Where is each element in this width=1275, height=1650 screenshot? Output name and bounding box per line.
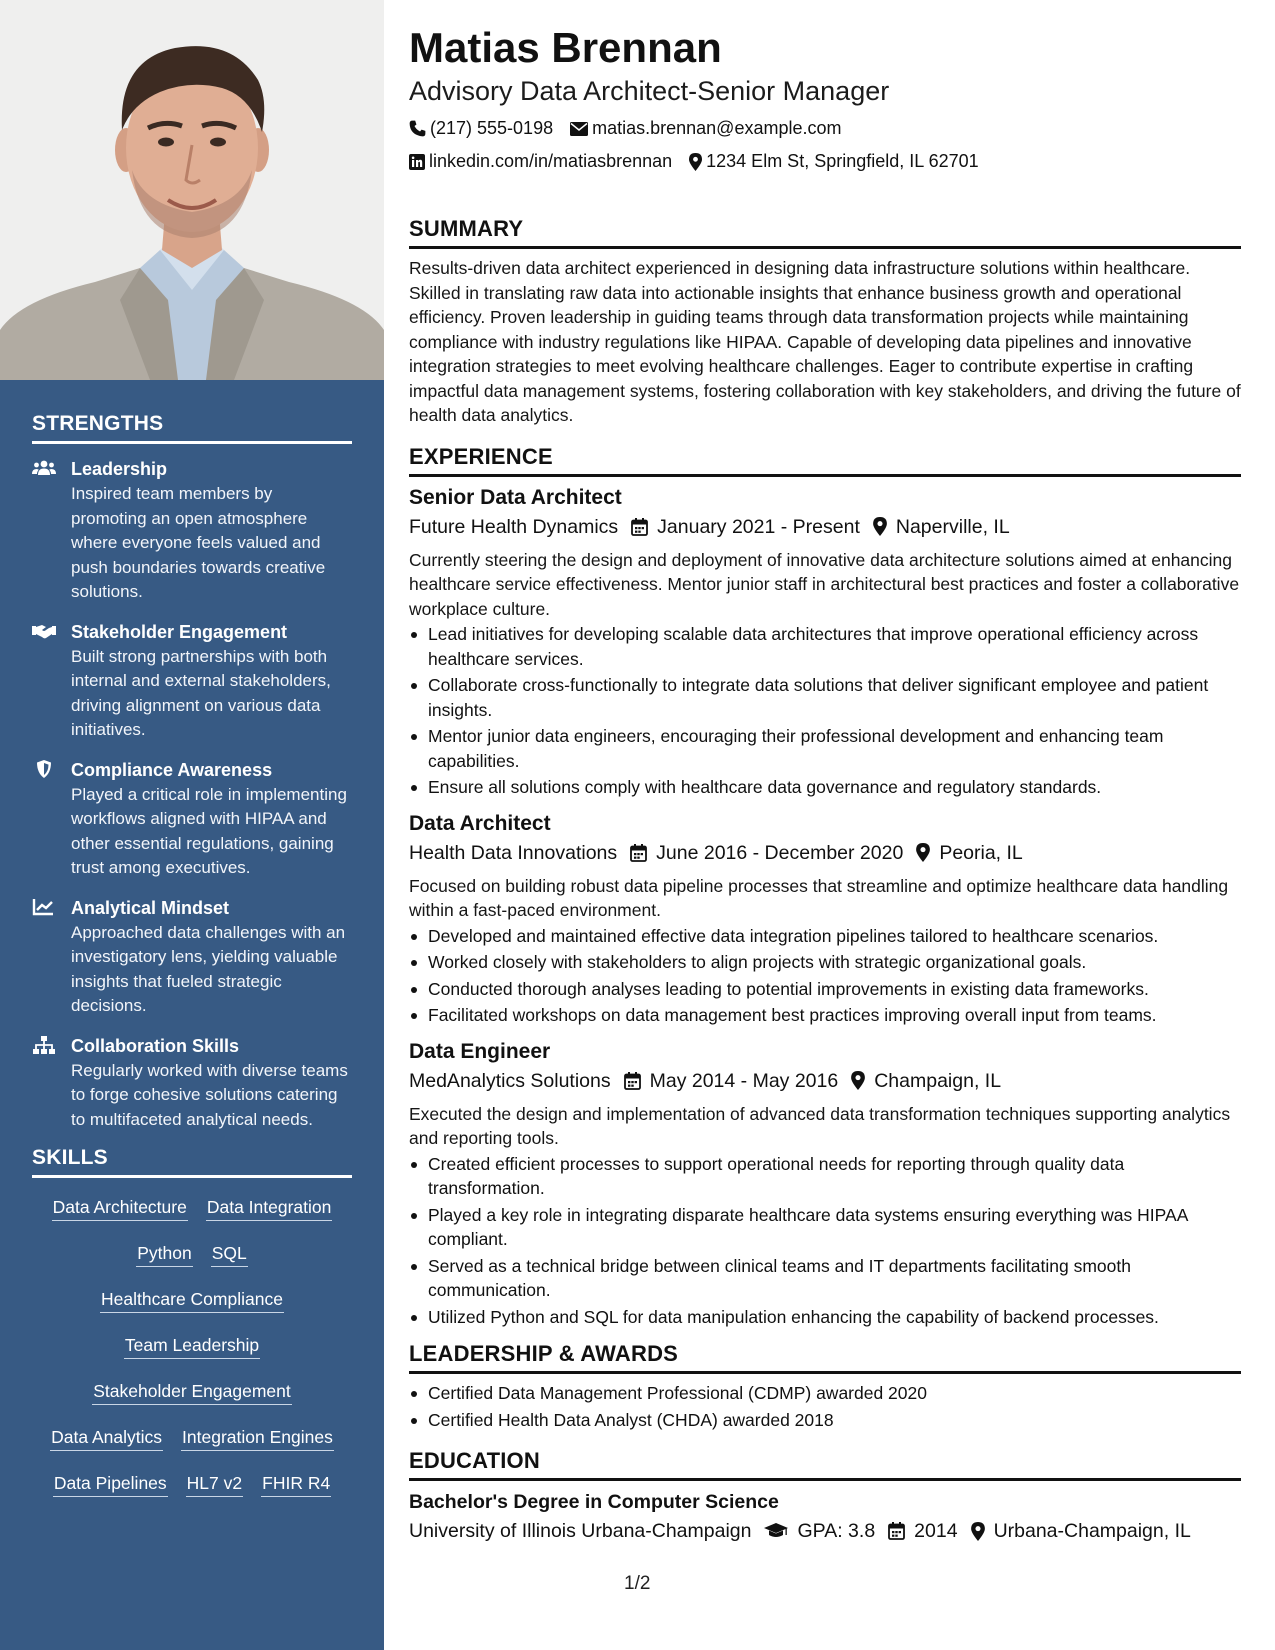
job-location: Champaign, IL (874, 1069, 1002, 1092)
strength-desc: Built strong partnerships with both internal and external stakeholders, driving alignment on various data initiatives. (71, 646, 331, 739)
job-location: Naperville, IL (895, 515, 1010, 538)
list-item: Ensure all solutions comply with healthcare data governance and regulatory standards. (409, 775, 1241, 800)
users-icon (32, 459, 56, 477)
skill-tag: Data Analytics (50, 1426, 163, 1451)
job-entry (409, 1038, 1241, 1330)
skill-row (32, 1472, 352, 1497)
shield-icon (32, 760, 56, 778)
contact-row (409, 112, 1241, 145)
job-title: Senior Data Architect (409, 485, 622, 509)
list-item: Collaborate cross-functionally to integrate data solutions that deliver significant employee and patient insights. (409, 673, 1241, 722)
skill-row (32, 1380, 352, 1405)
skill-row (32, 1288, 352, 1313)
strength-title: Collaboration Skills (71, 1035, 240, 1056)
skill-tag: Data Pipelines (53, 1472, 168, 1497)
linkedin-contact[interactable] (409, 145, 672, 178)
candidate-name: Matias Brennan (409, 24, 722, 71)
strength-item (32, 619, 352, 743)
gpa-text: GPA: 3.8 (797, 1520, 876, 1542)
strength-item (32, 757, 352, 881)
linkedin-icon (409, 154, 425, 170)
job-dates: June 2016 - December 2020 (656, 841, 904, 864)
phone-contact[interactable] (409, 112, 553, 145)
strength-item (32, 1033, 352, 1133)
sidebar-content (32, 412, 352, 1518)
job-meta (409, 838, 1241, 868)
strength-desc: Approached data challenges with an investigatory lens, yielding valuable insights that fueled strategic decisions. (71, 922, 346, 1015)
list-item: Mentor junior data engineers, encouraging their professional development and enhancing team capabilities. (409, 724, 1241, 773)
skill-tag: SQL (211, 1242, 248, 1267)
graduation-cap-icon (764, 1523, 788, 1540)
job-title: Data Architect (409, 811, 551, 835)
skill-tag: Data Architecture (52, 1196, 188, 1221)
awards-section (409, 1339, 1241, 1432)
summary-text: Results-driven data architect experienced in designing data infrastructure solutions within healthcare. Skilled in translating raw data into actionable insights that enhance business growth and operational efficiency. Proven leadership in guiding teams through data transformation projects while maintaining compliance with industry regulations like HIPAA. Capable of developing data pipelines and innovative integration strategies to meet evolving healthcare challenges. Eager to contribute expertise in crafting impactful data management systems, fostering collaboration with key stakeholders, and driving the future of health data analytics. (409, 258, 1241, 425)
map-marker-icon (689, 153, 702, 171)
job-location: Peoria, IL (939, 841, 1023, 864)
job-dates: January 2021 - Present (657, 515, 860, 538)
list-item: Facilitated workshops on data management best practices improving overall input from teams. (409, 1003, 1241, 1028)
list-item: Certified Health Data Analyst (CHDA) awarded 2018 (409, 1408, 1241, 1433)
strength-desc: Inspired team members by promoting an open atmosphere where everyone feels valued and push boundaries towards creative solutions. (71, 484, 326, 601)
map-marker-icon (916, 843, 930, 862)
job-bullets (409, 924, 1241, 1028)
job-description: Executed the design and implementation of advanced data transformation techniques supporting analytics and reporting tools. (409, 1103, 1231, 1148)
skill-tag: HL7 v2 (186, 1472, 243, 1497)
map-marker-icon (851, 1071, 865, 1090)
strength-title: Analytical Mindset (71, 897, 230, 918)
job-meta (409, 512, 1241, 542)
education-section (409, 1446, 1241, 1546)
skill-row (32, 1242, 352, 1267)
strength-title: Stakeholder Engagement (71, 621, 288, 642)
list-item: Served as a technical bridge between clinical teams and IT departments facilitating smooth communication. (409, 1254, 1241, 1303)
strength-title: Compliance Awareness (71, 759, 273, 780)
skill-tag: FHIR R4 (261, 1472, 331, 1497)
job-entry (409, 484, 1241, 800)
awards-list (409, 1381, 1241, 1432)
skill-tag: Data Integration (206, 1196, 333, 1221)
calendar-icon (631, 518, 648, 536)
envelope-icon (570, 122, 588, 136)
main-content (409, 22, 1241, 1552)
skill-row (32, 1426, 352, 1451)
school-location: Urbana-Champaign, IL (993, 1520, 1191, 1542)
job-company: MedAnalytics Solutions (409, 1069, 611, 1092)
skill-row (32, 1196, 352, 1221)
chart-line-icon (32, 898, 56, 916)
experience-heading: EXPERIENCE (409, 442, 1241, 477)
strength-item (32, 895, 352, 1019)
calendar-icon (630, 844, 647, 862)
skill-tag: Team Leadership (124, 1334, 260, 1359)
skill-tag: Python (136, 1242, 192, 1267)
address-contact (689, 145, 979, 178)
map-marker-icon (873, 517, 887, 536)
job-dates: May 2014 - May 2016 (649, 1069, 839, 1092)
phone-icon (409, 120, 426, 137)
school-name: University of Illinois Urbana-Champaign (409, 1520, 752, 1542)
list-item: Worked closely with stakeholders to align projects with strategic organizational goals. (409, 950, 1241, 975)
calendar-icon (624, 1072, 641, 1090)
list-item: Certified Data Management Professional (CDMP) awarded 2020 (409, 1381, 1241, 1406)
job-bullets (409, 1152, 1241, 1330)
phone-text: (217) 555-0198 (430, 118, 554, 138)
sitemap-icon (32, 1036, 56, 1054)
skill-tag: Stakeholder Engagement (92, 1380, 292, 1405)
email-contact[interactable] (570, 112, 841, 145)
awards-heading: LEADERSHIP & AWARDS (409, 1339, 1241, 1374)
map-marker-icon (971, 1522, 985, 1541)
summary-heading: SUMMARY (409, 214, 1241, 249)
profile-photo (0, 0, 384, 380)
candidate-title: Advisory Data Architect-Senior Manager (409, 76, 890, 106)
job-company: Future Health Dynamics (409, 515, 619, 538)
strengths-heading: STRENGTHS (32, 412, 352, 444)
list-item: Developed and maintained effective data integration pipelines tailored to healthcare scenarios. (409, 924, 1241, 949)
linkedin-text: linkedin.com/in/matiasbrennan (429, 151, 673, 171)
page-number: 1/2 (624, 1573, 651, 1594)
contact-row (409, 145, 1241, 178)
list-item: Lead initiatives for developing scalable data architectures that improve operational efficiency across healthcare services. (409, 622, 1241, 671)
skill-tag: Healthcare Compliance (100, 1288, 284, 1313)
graduation-year: 2014 (914, 1520, 958, 1542)
skill-tag: Integration Engines (181, 1426, 334, 1451)
email-text: matias.brennan@example.com (592, 118, 842, 138)
job-meta (409, 1066, 1241, 1096)
degree-title: Bachelor's Degree in Computer Science (409, 1491, 779, 1513)
handshake-icon (32, 622, 56, 640)
sidebar (0, 0, 384, 1650)
skill-row (32, 1334, 352, 1359)
experience-section (409, 442, 1241, 1330)
list-item: Created efficient processes to support operational needs for reporting through quality data transformation. (409, 1152, 1241, 1201)
strength-desc: Played a critical role in implementing workflows aligned with HIPAA and other essential regulations, gaining trust among executives. (71, 784, 347, 877)
job-description: Focused on building robust data pipeline processes that streamline and optimize healthcare data handling within a fast-paced environment. (409, 875, 1229, 920)
education-heading: EDUCATION (409, 1446, 1241, 1481)
skills-heading: SKILLS (32, 1146, 352, 1178)
job-title: Data Engineer (409, 1039, 551, 1063)
job-description: Currently steering the design and deployment of innovative data architecture solutions aimed at enhancing healthcare service effectiveness. Mentor junior staff in architectural best practices and foster a collaborative workplace culture. (409, 549, 1240, 619)
strength-title: Leadership (71, 459, 168, 479)
job-company: Health Data Innovations (409, 841, 618, 864)
job-bullets (409, 622, 1241, 800)
list-item: Utilized Python and SQL for data manipulation enhancing the capability of backend processes. (409, 1305, 1241, 1330)
job-entry (409, 810, 1241, 1028)
address-text: 1234 Elm St, Springfield, IL 62701 (706, 151, 979, 171)
education-meta (409, 1516, 1241, 1546)
calendar-icon (888, 1522, 905, 1540)
list-item: Conducted thorough analyses leading to potential improvements in existing data frameworks. (409, 977, 1241, 1002)
strength-item (32, 456, 352, 605)
summary-section (409, 214, 1241, 428)
list-item: Played a key role in integrating disparate healthcare data systems ensuring everything was HIPAA compliant. (409, 1203, 1241, 1252)
strength-desc: Regularly worked with diverse teams to forge cohesive solutions catering to multifaceted analytical needs. (71, 1060, 348, 1129)
